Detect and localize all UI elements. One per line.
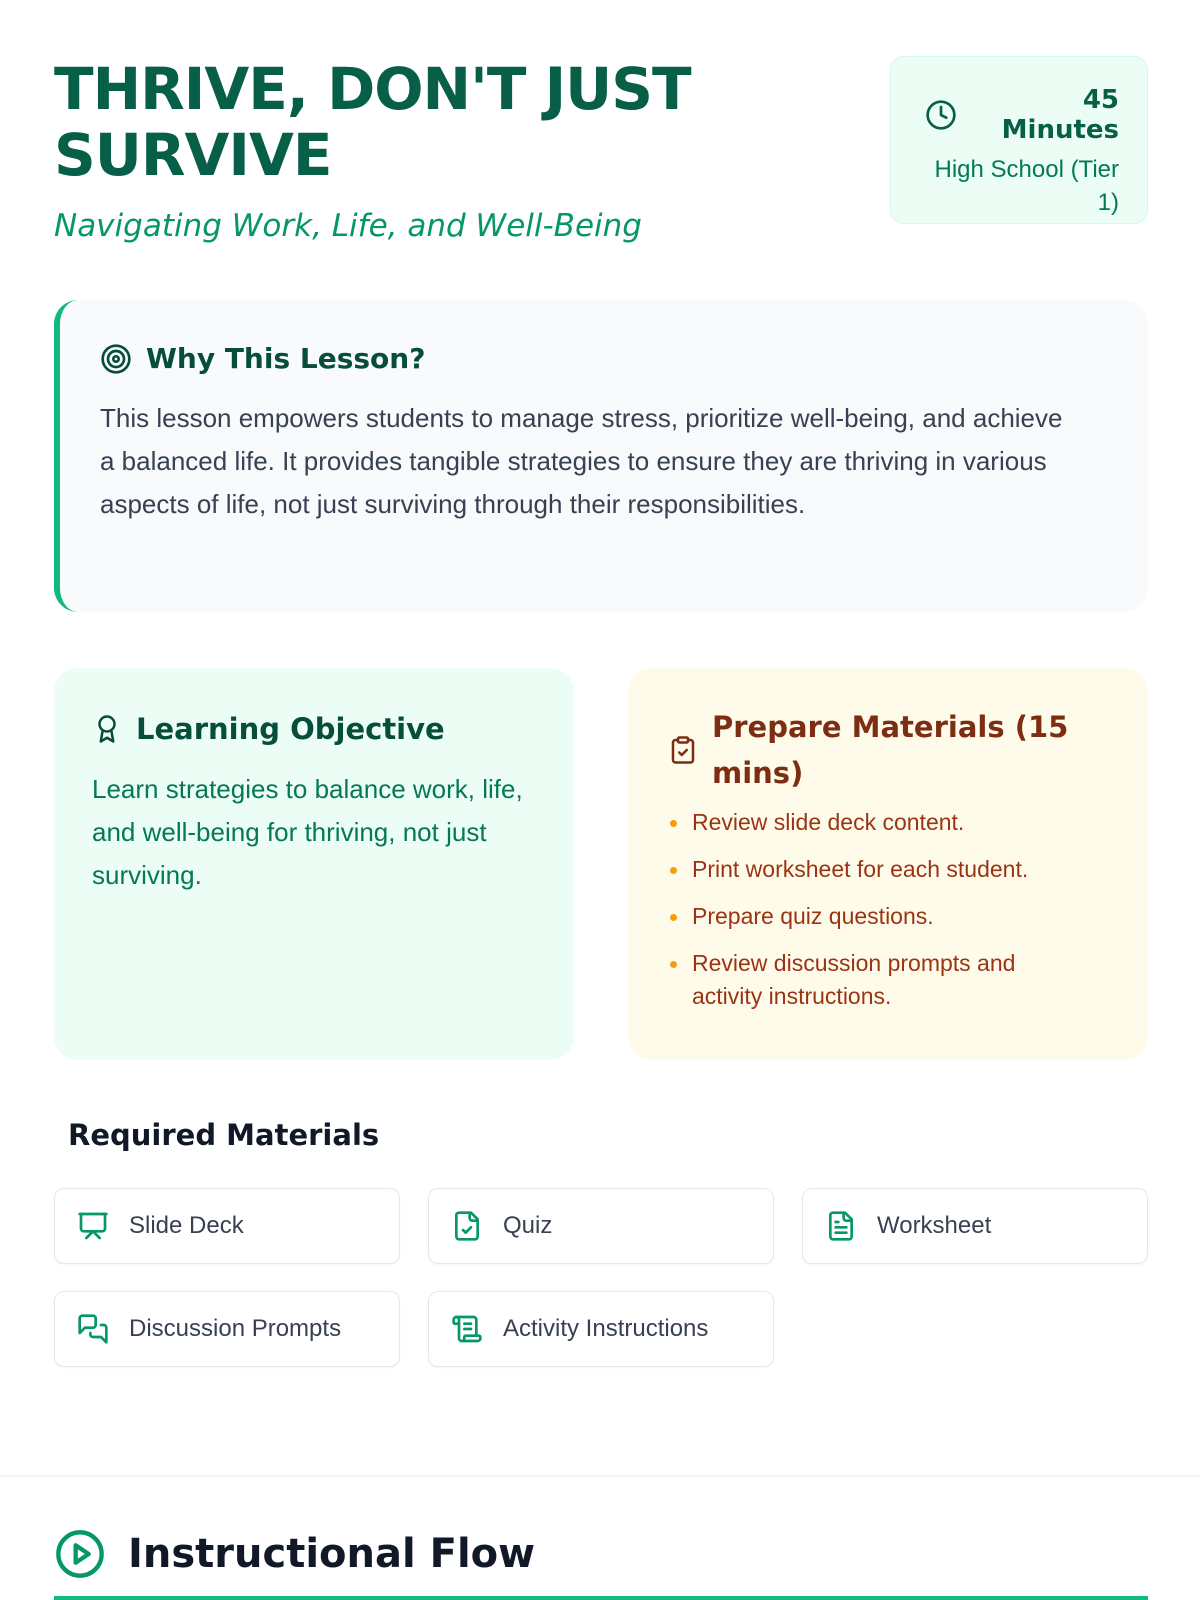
file-text-icon — [825, 1210, 857, 1242]
section-divider — [0, 1475, 1200, 1477]
material-discussion-prompts[interactable] — [54, 1291, 400, 1367]
why-body: This lesson empowers students to manage stress, prioritize well-being, and achieve a balanced life. It provides tangible strategies to ensure they are thriving in various aspects of life, not just surviving through their responsibilities. — [100, 403, 1063, 519]
material-label: Activity Instructions — [503, 1315, 709, 1342]
prepare-title: Prepare Materials (15 mins) — [712, 710, 1069, 790]
chat-bubbles-icon — [77, 1313, 109, 1345]
page-subtitle: Navigating Work, Life, and Well-Being — [54, 208, 642, 244]
instructional-flow-title: Instructional Flow — [128, 1531, 536, 1577]
file-check-icon — [451, 1210, 483, 1242]
material-worksheet[interactable] — [802, 1188, 1148, 1264]
material-slide-deck[interactable] — [54, 1188, 400, 1264]
why-this-lesson-card — [54, 300, 1148, 612]
list-item: Review slide deck content. — [668, 806, 1088, 839]
lesson-header — [54, 56, 1148, 246]
lesson-level: High School (Tier 1) — [934, 156, 1119, 216]
lesson-meta-card — [890, 56, 1148, 224]
material-quiz[interactable] — [428, 1188, 774, 1264]
lesson-duration: 45 Minutes — [1001, 85, 1119, 145]
material-label: Discussion Prompts — [129, 1315, 342, 1342]
list-item: Print worksheet for each student. — [668, 853, 1088, 886]
material-label: Quiz — [503, 1212, 553, 1239]
objective-title: Learning Objective — [136, 712, 445, 746]
section-underline — [54, 1596, 1148, 1600]
list-item: Review discussion prompts and activity instructions. — [668, 947, 1088, 1013]
material-activity-instructions[interactable] — [428, 1291, 774, 1367]
prepare-materials-card — [628, 668, 1148, 1060]
presentation-icon — [77, 1210, 109, 1242]
learning-objective-card — [54, 668, 574, 1060]
award-icon — [92, 714, 122, 744]
material-label: Worksheet — [877, 1212, 992, 1239]
clipboard-check-icon — [668, 735, 698, 765]
why-title: Why This Lesson? — [146, 342, 426, 375]
material-label: Slide Deck — [129, 1212, 244, 1239]
instructional-flow-header — [54, 1528, 535, 1580]
clock-icon — [925, 99, 957, 131]
list-item: Prepare quiz questions. — [668, 900, 1088, 933]
objective-body: Learn strategies to balance work, life, and well-being for thriving, not just surviving. — [92, 774, 523, 890]
prepare-list — [668, 806, 1114, 1013]
page-title: THRIVE, DON'T JUST SURVIVE — [54, 55, 691, 189]
target-icon — [100, 343, 132, 375]
required-materials-title: Required Materials — [68, 1118, 380, 1152]
scroll-text-icon — [451, 1313, 483, 1345]
play-circle-icon — [54, 1528, 106, 1580]
